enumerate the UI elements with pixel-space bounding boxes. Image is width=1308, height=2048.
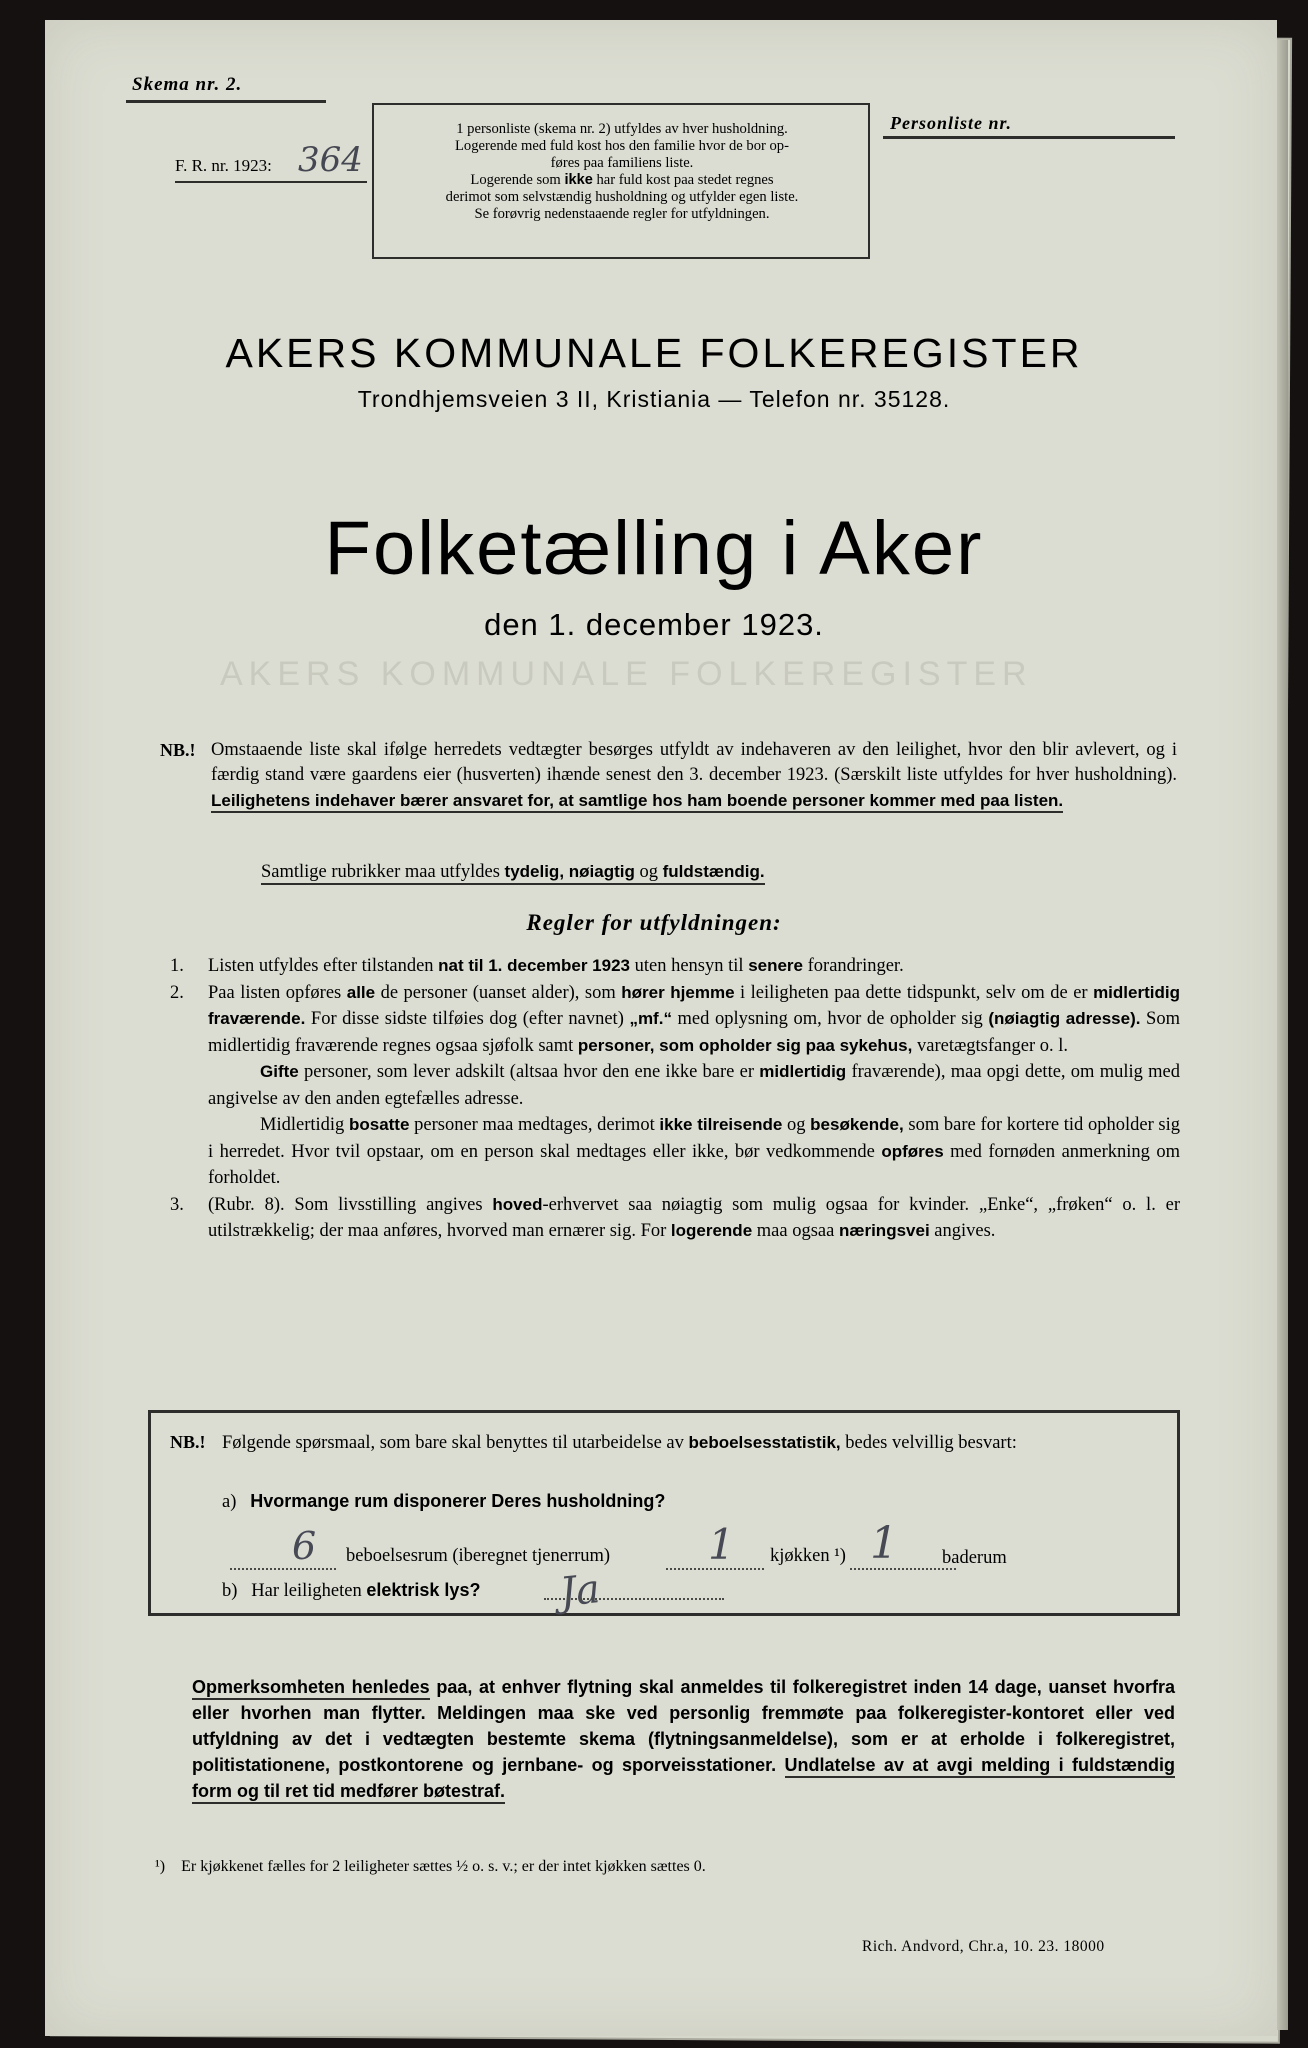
nb-label: NB.! <box>170 1432 206 1452</box>
rule-emphasis: (nøiagtig adresse). <box>988 1009 1141 1028</box>
notice-text: paa, at enhver flytning skal anmeldes til folkeregistret inden 14 dage, uanset hvorfra eller hvorhen man flytter. Meldingen maa ske ved personlig fremmøte paa folkeregister-kontoret eller ved utfyldning av det i vedtægten bestemte skema (flytningsanmeldelse), som er at erholde i folkeregistret, politistationene, postkontorene og jernbane- og sporveisstationer. <box>192 1677 1176 1775</box>
printer-imprint: Rich. Andvord, Chr.a, 10. 23. 18000 <box>862 1938 1105 1955</box>
rule-text <box>208 1112 1180 1192</box>
nb-text: bedes velvillig besvart: <box>840 1433 1017 1453</box>
rule-emphasis: Gifte <box>260 1062 299 1081</box>
question-text: Har leiligheten <box>251 1581 367 1601</box>
question-letter: a) <box>222 1492 237 1512</box>
kitchen-label: kjøkken ¹) <box>770 1546 846 1566</box>
rule-text-part: uten hensyn til <box>630 956 749 976</box>
instruction-text: Logerende som <box>470 172 565 188</box>
rule-text-part: med oplysning om, hvor de opholder sig <box>671 1009 989 1029</box>
nb-emphasis: beboelsesstatistik, <box>688 1433 841 1452</box>
electric-light-handwritten-answer: Ja <box>557 1566 603 1616</box>
rule-emphasis: bosatte <box>348 1115 410 1134</box>
instruction-emphasis: ikke <box>564 172 593 188</box>
instruction-line: føres paa familiens liste. <box>550 155 694 171</box>
nb-requirement <box>261 862 765 883</box>
nb-emphasis: Leilighetens indehaver bærer ansvaret for, at samtlige hos ham boende personer kommer med paa listen. <box>211 791 1063 813</box>
rule-emphasis: nat til 1. december 1923 <box>438 956 630 975</box>
divider <box>883 136 1175 139</box>
rule-text-part: Listen utfyldes efter tilstanden <box>208 956 439 976</box>
rule-text-part: forandringer. <box>803 956 904 976</box>
rule-text <box>208 953 1180 980</box>
nb-text: og <box>634 862 663 882</box>
rule-emphasis: næringsvei <box>838 1221 930 1240</box>
nb-paragraph <box>222 1430 1158 1456</box>
rule-text-part: personer, som lever adskilt (altsaa hvor den ene ikke bare er <box>298 1062 760 1082</box>
nb-emphasis: tydelig, nøiagtig <box>504 862 635 881</box>
personliste-number: Personliste nr. <box>890 113 1013 133</box>
organization-name: AKERS KOMMUNALE FOLKEREGISTER <box>225 330 1083 376</box>
nb-text: Følgende spørsmaal, som bare skal benyttes til utarbeidelse av <box>222 1433 689 1453</box>
instruction-line: Se forøvrig nedenstaaende regler for utfyldningen. <box>474 206 770 222</box>
nb-emphasis: fuldstændig. <box>662 862 765 881</box>
rule-text-part: fraværende), maa opgi dette, om mulig med angivelse av den anden egtefælles adresse. <box>208 1062 1181 1109</box>
rule-text-part: angives. <box>929 1221 996 1241</box>
rule-text <box>208 980 1180 1060</box>
kitchen-handwritten-value: 1 <box>708 1520 735 1569</box>
divider <box>175 181 367 183</box>
instruction-line: 1 personliste (skema nr. 2) utfyldes av hver husholdning. <box>456 121 788 137</box>
divider <box>126 100 326 103</box>
rule-emphasis: ikke tilreisende <box>659 1115 783 1134</box>
footnote <box>155 1858 706 1876</box>
rule-emphasis: senere <box>748 956 804 975</box>
rule-text-part: Paa listen opføres <box>208 982 347 1003</box>
rule-emphasis: opføres <box>881 1141 944 1161</box>
organization-address: Trondhjemsveien 3 II, Kristiania — Telefon nr. 35128. <box>357 386 951 412</box>
page-title: Folketælling i Aker <box>324 506 984 591</box>
instruction-line <box>384 172 860 189</box>
rooms-label: beboelsesrum (iberegnet tjenerrum) <box>346 1546 611 1566</box>
rule-item <box>170 953 1180 980</box>
nb-label: NB.! <box>160 740 196 760</box>
rule-emphasis: alle <box>346 982 376 1002</box>
rule-text-part: i leiligheten paa dette tidspunkt, selv om de er <box>734 982 1094 1003</box>
rule-text-part: maa ogsaa <box>752 1221 839 1241</box>
rule-text-part: og <box>782 1115 811 1135</box>
question-letter: b) <box>222 1581 238 1601</box>
rule-emphasis: besøkende, <box>810 1115 904 1134</box>
rule-number: 1. <box>170 956 184 976</box>
answer-line <box>544 1598 724 1600</box>
fr-handwritten-number: 364 <box>298 140 363 180</box>
question-emphasis: elektrisk lys? <box>366 1580 481 1600</box>
rule-text-part: For disse sidste tilføies dog (efter navnet) <box>305 1009 630 1029</box>
rule-text-part: med fornøden anmerkning om forholdet. <box>208 1141 1180 1188</box>
footnote-mark: ¹) <box>155 1858 166 1875</box>
question-electric-light <box>222 1580 480 1602</box>
notice-lead: Opmerksomheten henledes <box>192 1677 430 1700</box>
bleed-through-text: AKERS KOMMUNALE FOLKEREGISTER <box>220 655 1033 693</box>
rule-text-part: personer maa medtages, derimot <box>409 1115 660 1135</box>
rooms-answer-row <box>230 1518 1130 1578</box>
footnote-text: Er kjøkkenet fælles for 2 leiligheter sættes ½ o. s. v.; er der intet kjøkken sættes 0. <box>181 1858 706 1875</box>
instruction-line: Logerende med fuld kost hos den familie hvor de bor op- <box>455 138 789 154</box>
rule-text <box>208 1059 1180 1112</box>
rule-text-part: de personer (uanset alder), som <box>375 982 622 1003</box>
instruction-box <box>372 103 870 259</box>
rule-text-part: -erhvervet saa nøiagtig som mulig ogsaa for kvinder. „Enke“, „frøken“ o. l. er utilstrækkelig; der maa anføres, hvorved man ernærer sig. For <box>208 1194 1180 1241</box>
bath-label: baderum <box>942 1548 1007 1568</box>
nb-text: Omstaaende liste skal ifølge herredets vedtægter besørges utfyldt av indehaveren av den leilighet, hvor den blir avlevert, og i færdig stand være gaardens eier (husverten) ihænde senest den 3. december 1923. (Særskilt liste utfyldes for hver husholdning). <box>211 740 1177 785</box>
fr-label: F. R. nr. 1923: <box>175 156 272 175</box>
rule-emphasis: midlertidig fraværende. <box>208 982 1180 1028</box>
rule-text-part: som bare for kortere tid opholder sig i herredet. Hvor tvil opstaar, om en person skal medtages eller ikke, bør vedkommende <box>208 1115 1181 1162</box>
rule-text-part: (Rubr. 8). Som livsstilling angives <box>208 1194 493 1215</box>
notice-penalty: Undlatelse av at avgi melding i fuldstændig form og til ret tid medfører bøtestraf. <box>192 1755 1175 1804</box>
rules-list <box>170 953 1180 1245</box>
bath-handwritten-value: 1 <box>870 1518 898 1569</box>
rooms-handwritten-value: 6 <box>292 1524 317 1568</box>
skema-number: Skema nr. 2. <box>132 74 243 95</box>
rule-emphasis: midlertidig <box>759 1062 847 1081</box>
instruction-text: har fuld kost paa stedet regnes <box>592 172 774 188</box>
question-text: Hvormange rum disponerer Deres husholdning? <box>250 1491 666 1511</box>
rule-emphasis: hører hjemme <box>621 982 735 1002</box>
moving-notice <box>192 1674 1175 1804</box>
answer-line <box>850 1568 956 1570</box>
rule-item <box>170 1192 1180 1245</box>
rule-emphasis: personer, som opholder sig paa sykehus, <box>577 1035 913 1055</box>
rule-emphasis: „mf.“ <box>629 1009 672 1028</box>
rule-text-part: Midlertidig <box>260 1115 349 1135</box>
answer-line <box>230 1568 336 1570</box>
nb-requirement-underlined <box>261 862 765 885</box>
question-rooms <box>222 1491 665 1513</box>
rule-number: 3. <box>170 1194 184 1215</box>
rule-emphasis: logerende <box>670 1221 753 1240</box>
rule-emphasis: hoved <box>492 1194 543 1214</box>
census-date: den 1. december 1923. <box>484 607 824 642</box>
nb-text: Samtlige rubrikker maa utfyldes <box>261 862 505 882</box>
answer-line <box>666 1568 764 1570</box>
rule-number: 2. <box>170 982 184 1003</box>
instruction-line: derimot som selvstændig husholdning og utfylder egen liste. <box>445 189 799 205</box>
rule-item <box>170 980 1180 1192</box>
rule-text-part: Som midlertidig fraværende regnes ogsaa sjøfolk samt <box>208 1009 1180 1056</box>
rule-text-part: varetægtsfanger o. l. <box>912 1035 1069 1056</box>
rules-heading: Regler for utfyldningen: <box>526 910 782 935</box>
nb-paragraph <box>211 738 1177 814</box>
rule-text <box>208 1192 1180 1245</box>
